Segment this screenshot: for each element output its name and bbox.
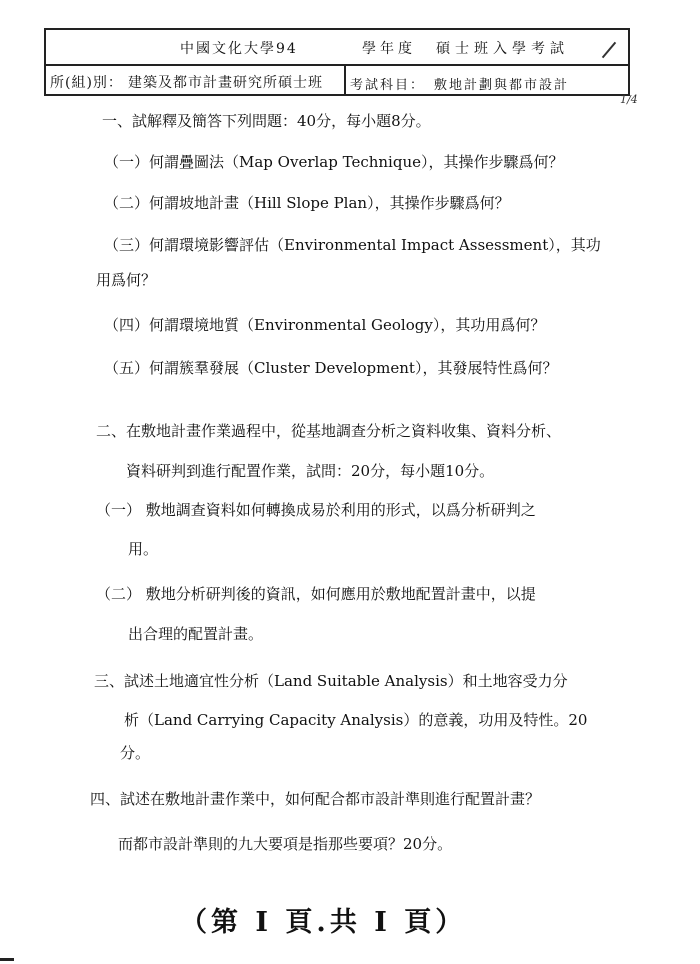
school-name: 中國文化大學94	[180, 41, 298, 57]
header-title-row	[46, 30, 628, 66]
question-2-item-1: （一） 敷地調查資料如何轉換成易於利用的形式，以爲分析研判之	[96, 501, 536, 519]
question-2-item-2-cont: 出合理的配置計畫。	[128, 625, 264, 643]
question-2-heading-cont: 資料研判到進行配置作業，試問：20分，每小題10分。	[126, 462, 495, 480]
department-name: 建築及都市計畫研究所碩士班	[128, 75, 323, 91]
question-1-item-5: （五）何謂簇羣發展（Cluster Development），其發展特性爲何？	[104, 359, 558, 377]
question-2-heading: 二、在敷地計畫作業過程中，從基地調查分析之資料收集、資料分析、	[96, 422, 562, 440]
subject-label: 考試科目：	[350, 78, 426, 93]
page-mark: 1/4	[620, 93, 638, 106]
question-1-item-3-cont: 用爲何？	[96, 271, 157, 289]
question-3-cont-2: 分。	[120, 744, 151, 762]
academic-year-label: 學年度	[362, 41, 416, 57]
header-info-row	[46, 66, 628, 96]
question-1-item-3: （三）何謂環境影響評估（Environmental Impact Assessment），其功	[104, 236, 601, 254]
question-1-item-2: （二）何謂坡地計畫（Hill Slope Plan），其操作步驟爲何？	[104, 194, 510, 212]
question-2-item-1-cont: 用。	[128, 540, 159, 558]
question-2-item-2: （二） 敷地分析研判後的資訊，如何應用於敷地配置計畫中，以提	[96, 585, 536, 603]
question-1-item-1: （一）何謂疊圖法（Map Overlap Technique），其操作步驟爲何？	[104, 153, 564, 171]
exam-type: 碩士班入學考試	[436, 41, 569, 57]
scan-edge-mark	[0, 958, 14, 961]
header-divider	[344, 66, 346, 96]
question-1-item-4: （四）何謂環境地質（Environmental Geology），其功用爲何？	[104, 316, 546, 334]
exam-header	[44, 28, 630, 96]
question-1-heading: 一、試解釋及簡答下列問題：40分，每小題8分。	[102, 112, 431, 130]
question-4: 四、試述在敷地計畫作業中，如何配合都市設計準則進行配置計畫？	[90, 790, 541, 808]
page-footer: （第 I 頁.共 I 頁）	[180, 907, 467, 938]
department-label: 所(組)別：	[50, 75, 123, 91]
question-4-cont: 而都市設計準則的九大要項是指那些要項？20分。	[118, 835, 453, 853]
question-3-cont: 析（Land Carrying Capacity Analysis）的意義，功用及特性。20	[124, 711, 588, 729]
subject-name: 敷地計劃與都市設計	[434, 78, 570, 93]
question-3: 三、試述土地適宜性分析（Land Suitable Analysis）和土地容受力分	[94, 672, 568, 690]
